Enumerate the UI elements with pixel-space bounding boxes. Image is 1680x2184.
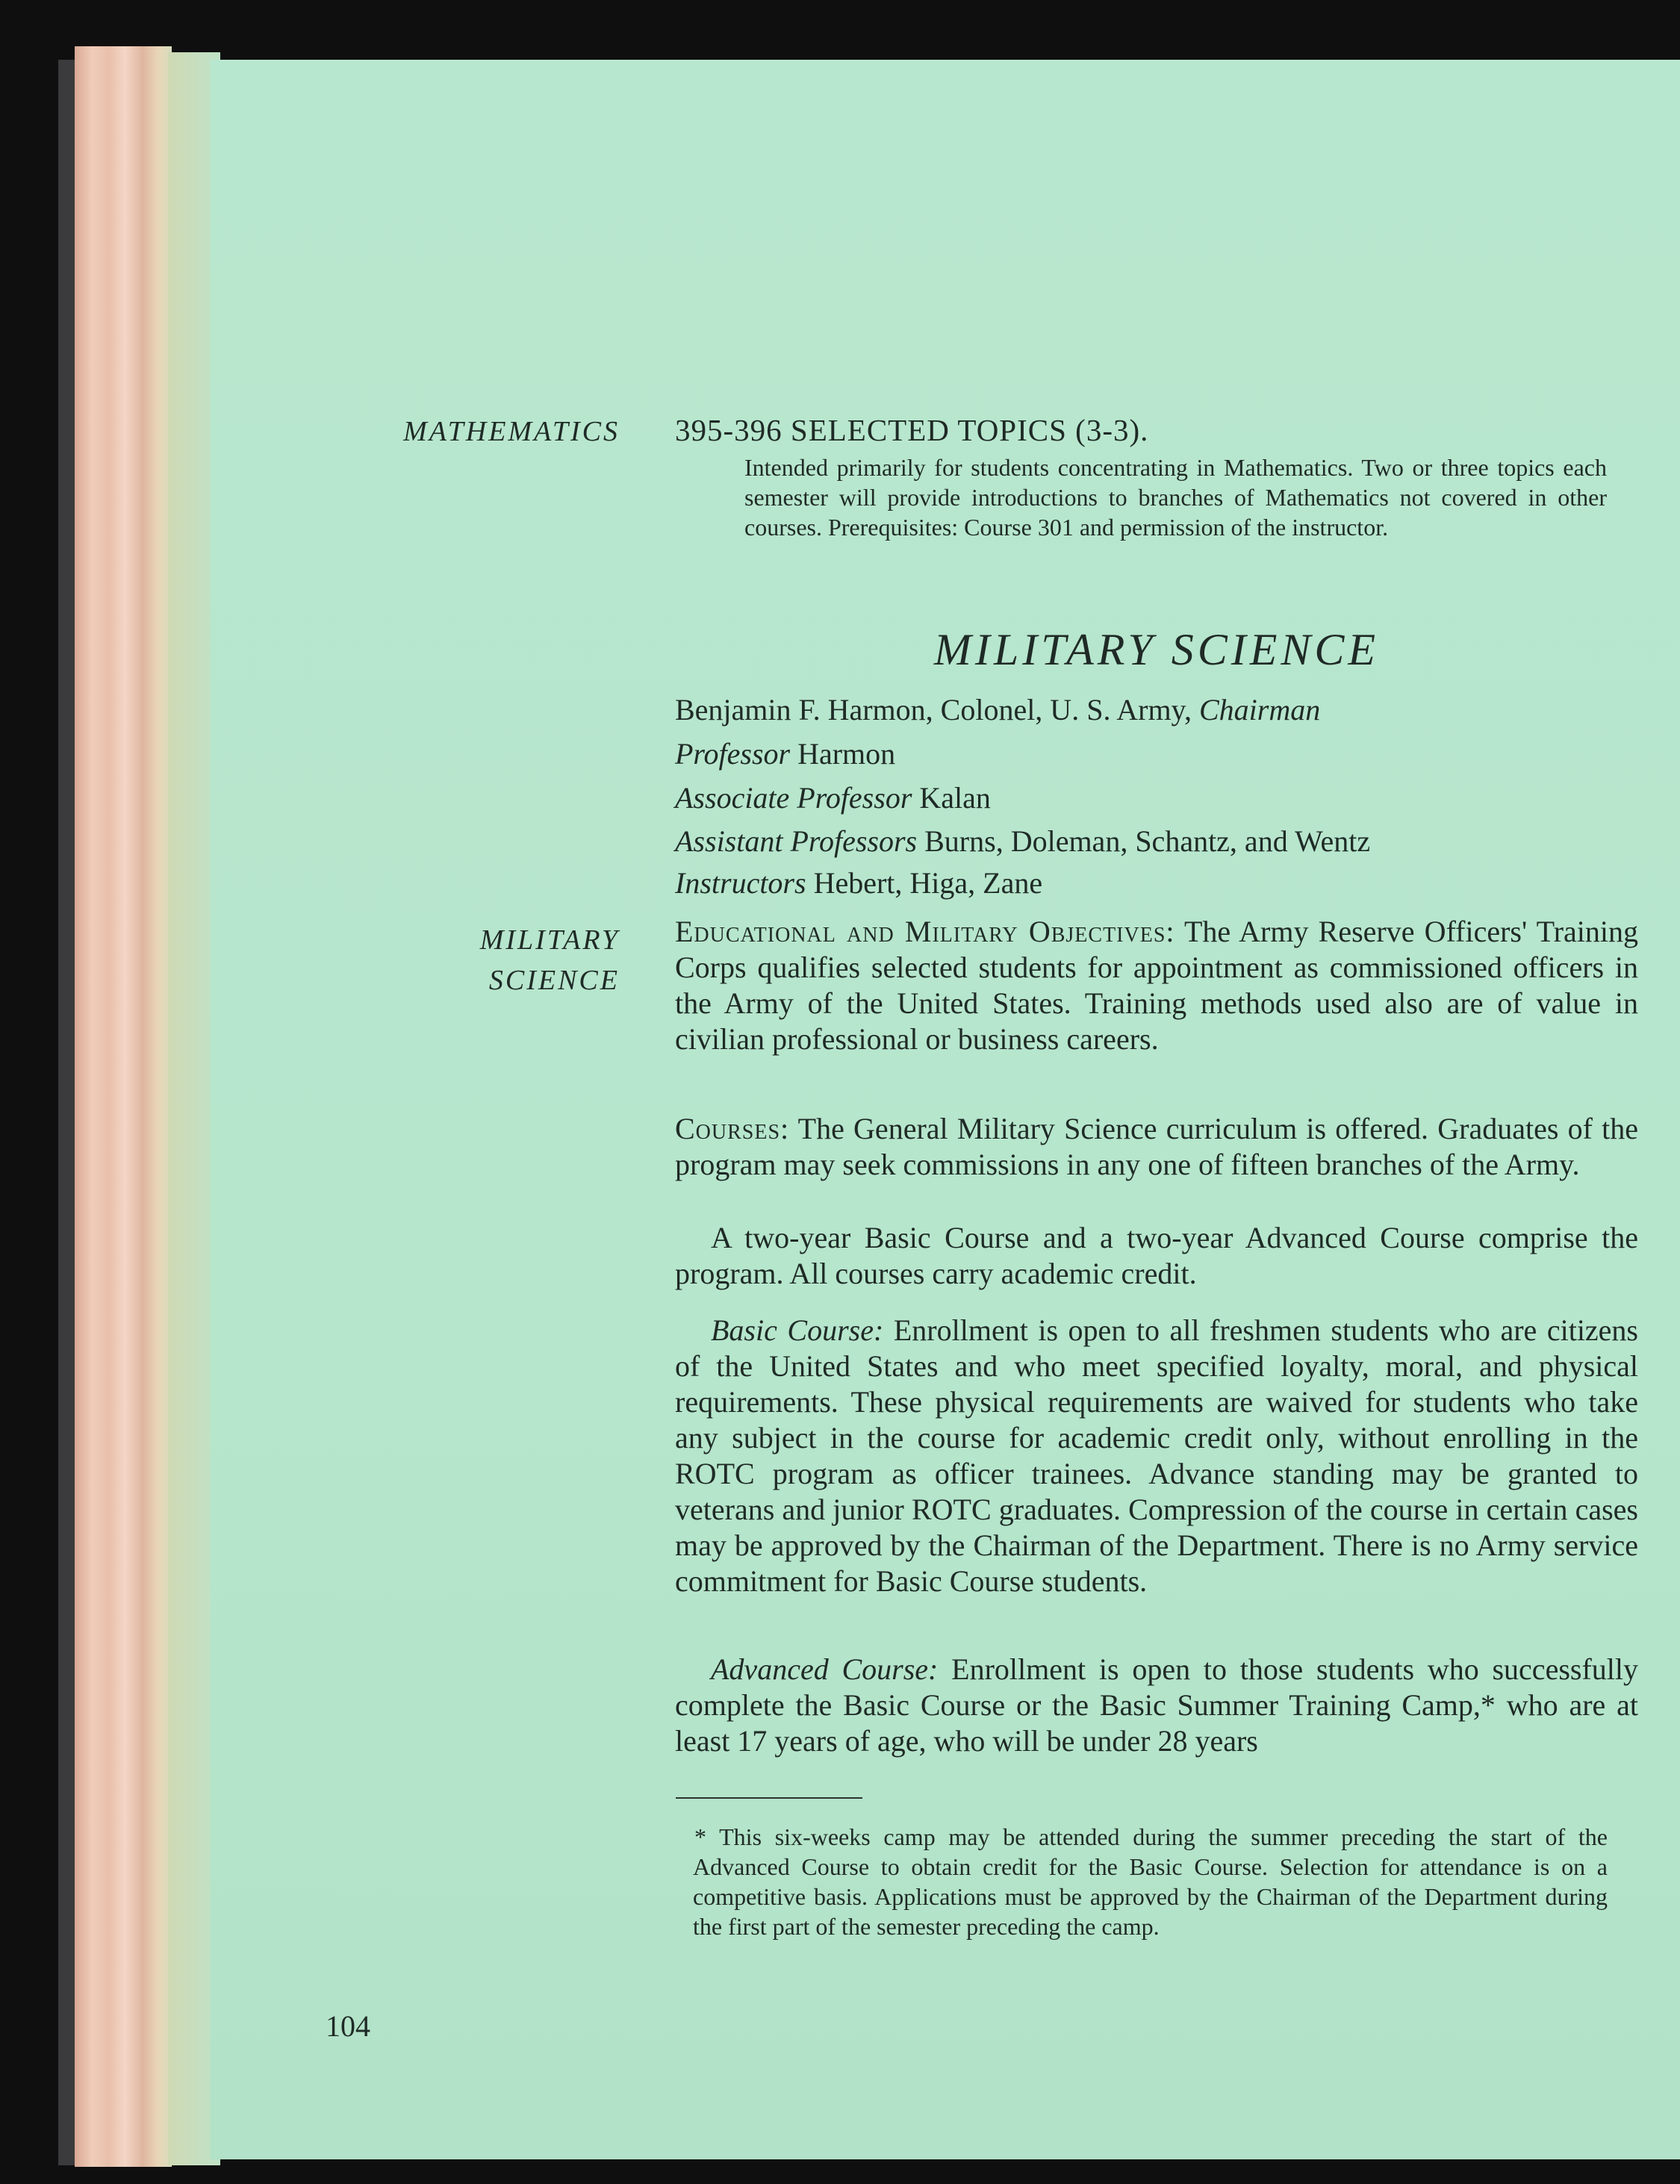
staff-associate-professor xyxy=(675,778,991,818)
program-paragraph: A two-year Basic Course and a two-year Advanced Course comprise the program. All courses carry academic credit. xyxy=(675,1221,1638,1290)
sidehead-military-science xyxy=(321,920,620,1001)
basic-course-text: Enrollment is open to all freshmen students who are citizens of the United States and who meet specified loyalty, moral, and physical requirements. These physical requirements are waived for students who take any subject in the course for academic credit only, without enrolling in the ROTC program as officer trainees. Advance standing may be granted to veterans and junior ROTC graduates. Compression of the course in certain cases may be approved by the Chairman of the Department. There is no Army service commitment for Basic Course students. xyxy=(675,1313,1639,1598)
sidehead-mathematics: MATHEMATICS xyxy=(403,416,620,447)
staff-name: Kalan xyxy=(919,781,991,815)
staff-name: Hebert, Higa, Zane xyxy=(813,866,1043,900)
staff-professor xyxy=(675,734,895,774)
staff-rank: Instructors xyxy=(675,866,806,900)
page-stack-edge xyxy=(75,46,172,2167)
objectives-text: The Army Reserve Officers' Training Corps qualifies selected students for appointment as commissioned officers in the Army of the United States. Training methods used also are of value in civilian professional or business careers. xyxy=(675,915,1638,1056)
courses-label: Courses: xyxy=(675,1112,790,1145)
objectives-paragraph xyxy=(675,914,1638,1057)
advanced-course-label: Advanced Course: xyxy=(711,1652,939,1686)
footnote-rule xyxy=(676,1797,862,1799)
basic-course-paragraph xyxy=(675,1313,1638,1599)
staff-role: Chairman xyxy=(1198,693,1321,727)
course-title-395-396: 395-396 SELECTED TOPICS (3-3). xyxy=(675,413,1149,447)
staff-assistant-professors xyxy=(675,821,1370,862)
courses-text: The General Military Science curriculum is offered. Graduates of the program may seek commissions in any one of fifteen branches of the Army. xyxy=(675,1112,1638,1181)
sidehead-line-2: SCIENCE xyxy=(488,965,620,996)
objectives-label: Educational and Military Objectives: xyxy=(675,915,1175,948)
staff-name: Benjamin F. Harmon, Colonel, U. S. Army, xyxy=(675,693,1192,727)
sidehead-line-1: MILITARY xyxy=(479,924,620,956)
staff-instructors xyxy=(675,863,1042,903)
course-description: Intended primarily for students concentrating in Mathematics. Two or three topics each semester will provide introductions to branches of Mathematics not covered in other courses. Prerequisites: Course 301 and permission of the instructor. xyxy=(744,454,1607,541)
staff-chairman xyxy=(675,690,1320,730)
staff-rank: Associate Professor xyxy=(675,781,912,815)
basic-course-label: Basic Course: xyxy=(711,1313,884,1347)
courses-paragraph xyxy=(675,1111,1638,1183)
footnote: * This six-weeks camp may be attended during the summer preceding the start of the Advanced Course to obtain credit for the Basic Course. Selection for attendance is on a competitive basis. Applications must be approved by the Chairman of the Department during the first part of the semester preceding the camp. xyxy=(693,1823,1608,1940)
staff-name: Burns, Doleman, Schantz, and Wentz xyxy=(924,824,1371,858)
advanced-course-text: Enrollment is open to those students who successfully complete the Basic Course or the Basic Summer Training Camp,* who are at least 17 years of age, who will be under 28 years xyxy=(675,1652,1638,1758)
staff-rank: Assistant Professors xyxy=(675,824,918,858)
advanced-course-paragraph xyxy=(675,1652,1638,1759)
department-title: MILITARY SCIENCE xyxy=(933,625,1380,674)
page-number: 104 xyxy=(326,2009,370,2043)
staff-rank: Professor xyxy=(675,737,791,771)
staff-name: Harmon xyxy=(797,737,896,771)
